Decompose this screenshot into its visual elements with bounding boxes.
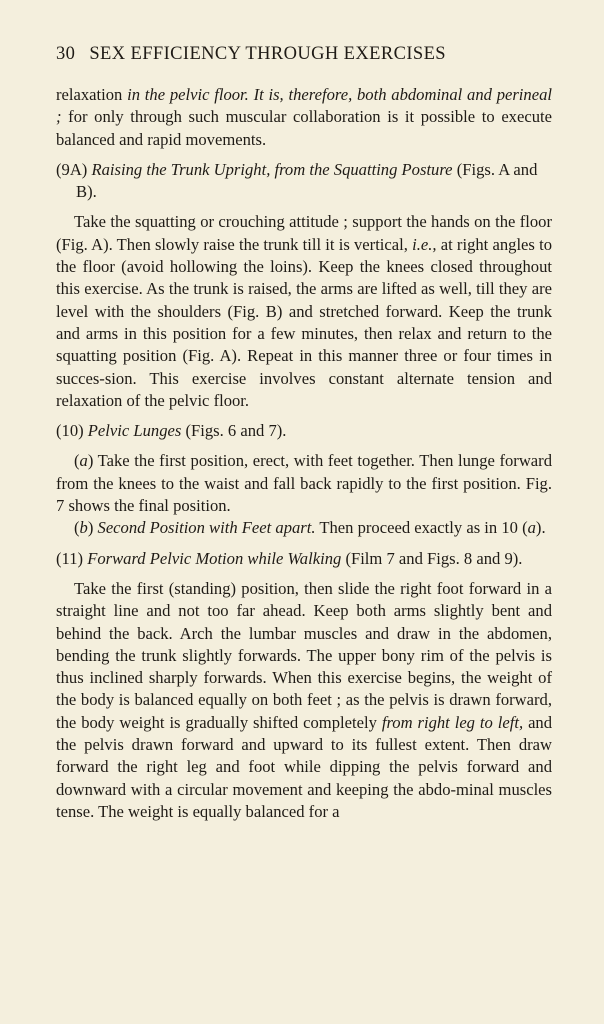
exercise-number: (11) bbox=[56, 548, 88, 568]
page-number: 30 bbox=[56, 44, 76, 64]
text-run: ( bbox=[74, 518, 80, 538]
running-title: SEX EFFICIENCY THROUGH EXERCISES bbox=[89, 44, 446, 64]
text-run: for only through such muscular collaboration is it possible to execute balanced and rapid movements. bbox=[56, 107, 552, 149]
italic-run: a bbox=[79, 451, 88, 471]
heading-11 bbox=[56, 548, 552, 570]
text-run: at right angles to the floor (avoid hollowing the loins). Keep the knees closed throughout this exercise. As the trunk is raised, the arms are lifted as well, till they are level with the shoulders (Fig. B) and stretched forward. Keep the trunk and arms in this position for a few minutes, then relax and return to the squatting position (Fig. A). Repeat in this manner three or four times in succes-sion. This exercise involves constant alternate tension and relaxation of the pelvic floor. bbox=[56, 234, 552, 410]
text-run: and the pelvis drawn forward and upward to its fullest extent. Then draw forward the right leg and foot while dipping the pelvis forward and downward with a circular movement and keeping the abdo-minal muscles tense. The weight is equally balanced for a bbox=[56, 712, 553, 821]
figure-reference: (Figs. 6 and 7). bbox=[181, 421, 287, 441]
exercise-title: Pelvic Lunges bbox=[87, 421, 182, 441]
text-run: Take the first (standing) position, then slide the right foot forward in a straight line and not too far ahead. Keep both arms slightly bent and behind the back. Arch the lumbar muscles and draw in the abdomen, bending the trunk slightly forwards. The upper bony rim of the pelvis is thus inclined sharply forwards. When this exercise begins, the weight of the body is balanced equally on both feet ; as the pelvis is drawn forward, the body weight is gradually shifted completely bbox=[56, 578, 552, 732]
figure-reference: (Film 7 and Figs. 8 and 9). bbox=[341, 548, 523, 568]
paragraph-continuation bbox=[56, 84, 552, 151]
exercise-title: Raising the Trunk Upright, from the Squatting Posture bbox=[91, 159, 453, 179]
text-run: relaxation bbox=[56, 85, 128, 104]
text-run: ) bbox=[87, 518, 98, 538]
exercise-title: Forward Pelvic Motion while Walking bbox=[87, 548, 342, 568]
text-run: Take the squatting or crouching attitude ; support the hands on the floor (Fig. A). Then slowly raise the trunk till it is vertical, bbox=[56, 212, 552, 254]
heading-10 bbox=[56, 420, 552, 442]
paragraph-10a bbox=[56, 450, 552, 517]
exercise-number: (9A) bbox=[56, 159, 92, 179]
italic-run: b bbox=[79, 518, 88, 538]
text-run: ). bbox=[535, 518, 546, 538]
italic-run: Second Position with Feet apart. bbox=[97, 518, 316, 538]
italic-run: a bbox=[527, 518, 536, 538]
heading-9a bbox=[56, 159, 552, 204]
figure-reference: (Figs. A and B). bbox=[76, 159, 538, 202]
text-run: ( bbox=[74, 451, 80, 471]
italic-run: from right leg to left, bbox=[381, 712, 524, 732]
paragraph-10b bbox=[56, 517, 552, 539]
paragraph-11 bbox=[56, 578, 552, 823]
paragraph-9a bbox=[56, 211, 552, 412]
text-run: Then proceed exactly as in 10 ( bbox=[315, 518, 528, 538]
italic-run: in the pelvic floor. It is, therefore, both abdominal and perineal ; bbox=[56, 85, 552, 127]
text-run: ) Take the first position, erect, with feet together. Then lunge forward from the knees to the waist and fall back rapidly to the first position. Fig. 7 shows the final position. bbox=[56, 451, 552, 516]
page-body bbox=[56, 84, 552, 823]
italic-run: i.e., bbox=[412, 234, 437, 254]
exercise-number: (10) bbox=[56, 421, 88, 441]
running-header bbox=[56, 44, 556, 65]
